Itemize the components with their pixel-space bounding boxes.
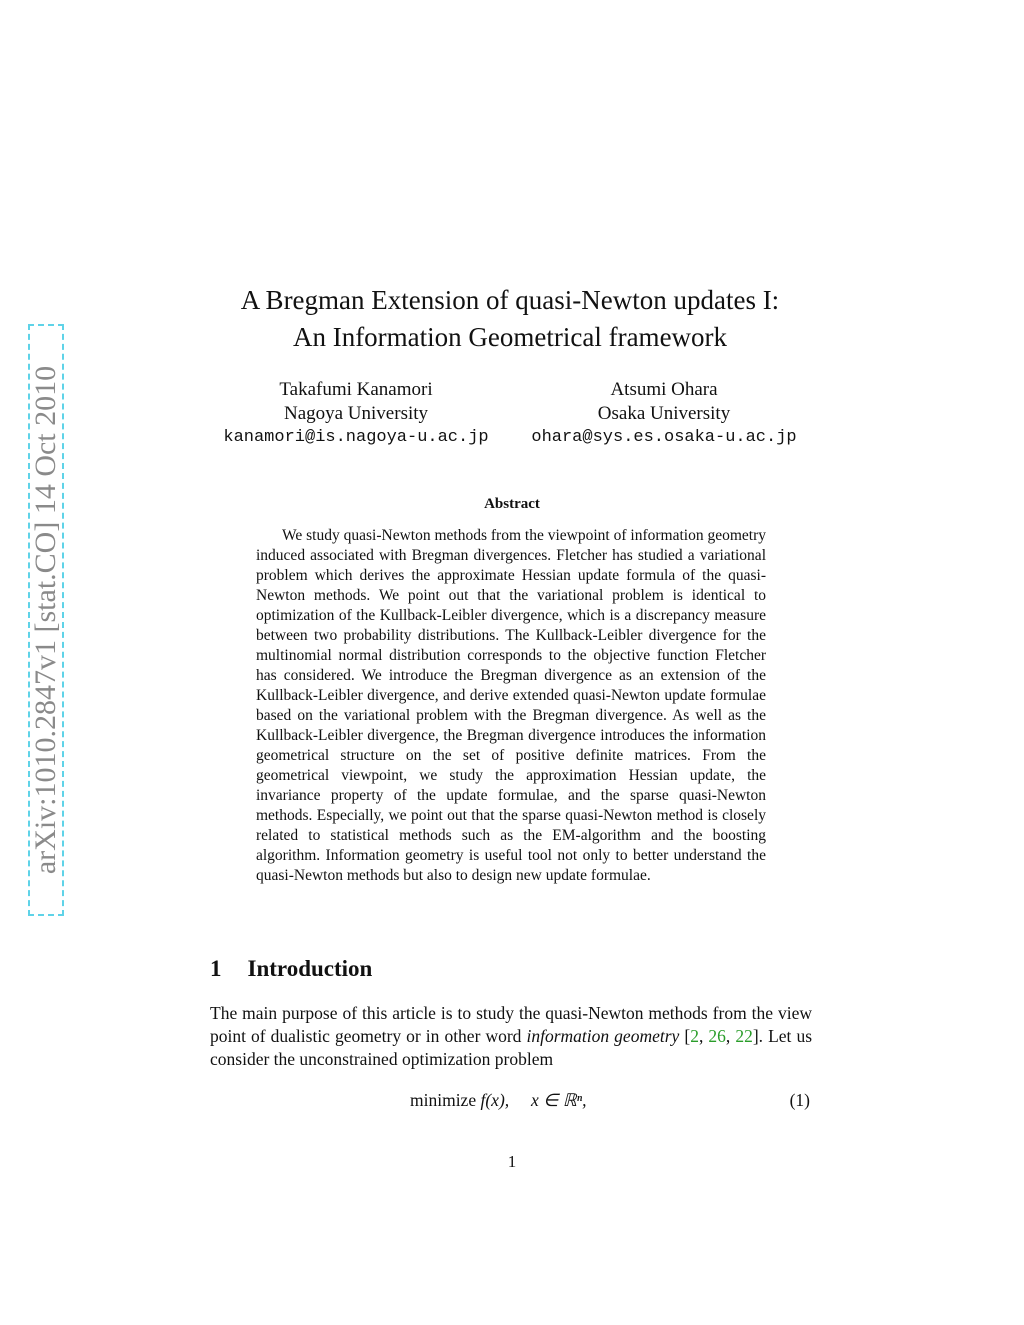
citation-link[interactable]: 26	[708, 1026, 726, 1046]
abstract-text: We study quasi-Newton methods from the viewpoint of information geometry induced associated with Bregman divergences. Fletcher has studied a variational problem which derives the approximate Hessian update formula of the quasi-Newton methods. We point out that the variational problem is identical to optimization of the Kullback-Leibler divergence, which is a discrepancy measure between two probability distributions. The Kullback-Leibler divergence for the multinomial normal distribution corresponds to the objective function Fletcher has considered. We introduce the Bregman divergence as an extension of the Kullback-Leibler divergence, and derive extended quasi-Newton update formulae based on the variational problem with the Bregman divergence. As well as the Kullback-Leibler divergence, the Bregman divergence introduces the information geometrical structure on the set of positive definite matrices. From the geometrical viewpoint, we study the approximation Hessian update, the invariance property of the update formulae, and the sparse quasi-Newton methods. Especially, we point out that the sparse quasi-Newton method is closely related to statistical methods such as the EM-algorithm and the boosting algorithm. Information geometry is useful tool not only to better understand the quasi-Newton methods but also to design new update formulae.	[256, 527, 766, 884]
cite-close: ]	[752, 1026, 759, 1046]
author-affiliation: Osaka University	[597, 403, 731, 424]
citation-link[interactable]: 22	[735, 1026, 753, 1046]
author-affiliation: Nagoya University	[283, 403, 429, 424]
intro-emphasis: information geometry	[526, 1026, 680, 1046]
section-number: 1	[210, 956, 222, 981]
author-email: kanamori@is.nagoya-u.ac.jp	[223, 428, 489, 447]
intro-text-1: The main purpose of this article is to study the quasi-Newton methods from the view point of dualistic geometry or in other word	[210, 1003, 812, 1046]
author-name: Atsumi Ohara	[610, 379, 718, 400]
equation-domain: x ∈ ℝⁿ,	[531, 1090, 587, 1110]
equation-function: f(x),	[480, 1090, 510, 1110]
abstract-heading: Abstract	[484, 496, 540, 512]
title-line-1: A Bregman Extension of quasi-Newton updates I:	[240, 285, 780, 315]
title-line-2: An Information Geometrical framework	[292, 322, 728, 352]
author-email: ohara@sys.es.osaka-u.ac.jp	[531, 428, 797, 447]
arxiv-stamp	[28, 324, 64, 916]
section-heading	[210, 956, 372, 982]
citation-link[interactable]: 2	[690, 1026, 699, 1046]
equation-expression	[410, 1090, 587, 1111]
arxiv-identifier: arXiv:1010.2847v1 [stat.CO] 14 Oct 2010	[29, 365, 62, 875]
intro-text-2: . Let us consider the unconstrained optimization problem	[210, 1026, 813, 1069]
author-block-1	[218, 378, 494, 450]
author-name: Takafumi Kanamori	[279, 379, 433, 400]
author-block-2	[528, 378, 800, 450]
intro-paragraph: The main purpose of this article is to study the quasi-Newton methods from the view point of dualistic geometry or in other word information geometry [2, 26, 22]. Let us consider the unconstrained optimization problem	[210, 1003, 813, 1069]
page-number: 1	[507, 1152, 517, 1171]
equation-label: minimize	[410, 1090, 477, 1110]
equation-number: (1)	[789, 1090, 810, 1110]
cite-open: [	[684, 1026, 691, 1046]
equation-1	[210, 1090, 812, 1114]
paper-title	[150, 282, 870, 356]
section-title-text: Introduction	[247, 956, 373, 981]
